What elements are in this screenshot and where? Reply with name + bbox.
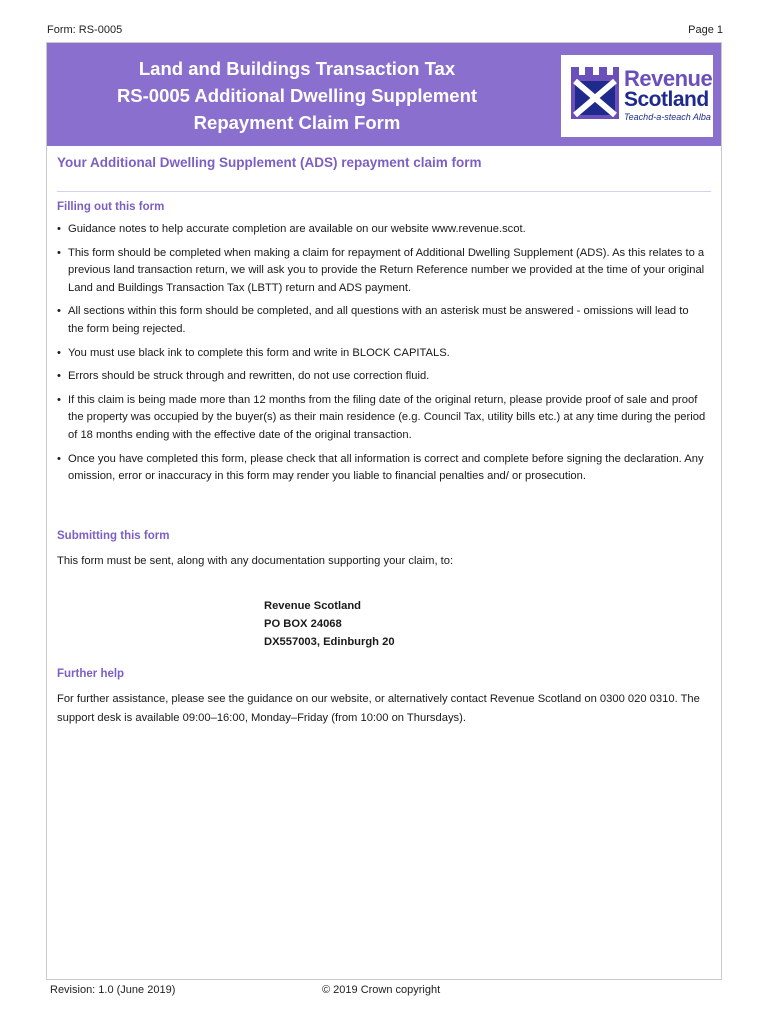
list-item: • If this claim is being made more than 12 months from the filing date of the original return, please provide proof of sale and proof the property was occupied by the buyer(s) as their main residence (e.g. Council Tax, utility bills etc.) at any time during the period of 18 months ending with the effective date of the original transaction.	[57, 393, 706, 441]
form-title	[55, 55, 539, 136]
page-header	[47, 24, 723, 40]
castle-saltire-icon	[569, 65, 621, 121]
submitting-heading: Submitting this form	[57, 530, 170, 542]
address-line-1: Revenue Scotland	[264, 600, 361, 612]
form-frame	[46, 42, 722, 980]
further-help-heading: Further help	[57, 668, 125, 680]
page-number: Page 1	[688, 24, 723, 36]
title-line-2: RS-0005 Additional Dwelling Supplement	[116, 85, 478, 106]
list-item: • Errors should be struck through and rewritten, do not use correction fluid.	[57, 370, 430, 383]
list-item: • Once you have completed this form, please check that all information is correct and complete before signing the declaration. Any omission, error or inaccuracy in this form may render you liable to financial penalties and/ or prosecution.	[57, 452, 704, 483]
section-heading: Your Additional Dwelling Supplement (ADS) repayment claim form	[57, 155, 482, 170]
heading-divider	[57, 191, 711, 192]
logo-revenue-text: Revenue	[624, 66, 713, 91]
filling-instructions-list	[57, 221, 707, 492]
logo-gaelic-text: Teachd-a-steach Alba	[624, 112, 711, 122]
logo-scotland-text: Scotland	[624, 88, 709, 111]
address-line-3: DX557003, Edinburgh 20	[264, 636, 395, 648]
copyright-label: © 2019 Crown copyright	[322, 984, 441, 996]
filling-out-heading: Filling out this form	[57, 201, 165, 213]
list-item: • All sections within this form should be completed, and all questions with an asterisk must be answered - omissions will lead to the form being rejected.	[57, 305, 689, 335]
revision-label: Revision: 1.0 (June 2019)	[50, 984, 176, 996]
list-item: • Guidance notes to help accurate completion are available on our website www.revenue.scot.	[57, 223, 526, 235]
list-item: • You must use black ink to complete this form and write in BLOCK CAPITALS.	[57, 346, 450, 359]
form-content	[57, 155, 707, 724]
postal-address	[264, 597, 395, 651]
title-banner	[47, 43, 721, 146]
title-line-3: Repayment Claim Form	[193, 112, 401, 133]
title-line-1: Land and Buildings Transaction Tax	[138, 58, 456, 79]
address-line-2: PO BOX 24068	[264, 618, 342, 630]
submitting-text: This form must be sent, along with any documentation supporting your claim, to:	[57, 555, 454, 567]
revenue-scotland-logo	[561, 55, 713, 137]
further-help-text: For further assistance, please see the guidance on our website, or alternatively contact Revenue Scotland on 0300 020 0310. The support desk is available 09:00–16:00, Monday–Friday (from 10:00 on Thursdays).	[57, 693, 700, 724]
form-id: Form: RS-0005	[47, 24, 123, 36]
list-item: • This form should be completed when making a claim for repayment of Additional Dwelling Supplement (ADS). As this relates to a previous land transaction return, we will ask you to provide the Return Reference number we provided at the time of your original Land and Buildings Transaction Tax (LBTT) return and ADS payment.	[57, 246, 705, 294]
